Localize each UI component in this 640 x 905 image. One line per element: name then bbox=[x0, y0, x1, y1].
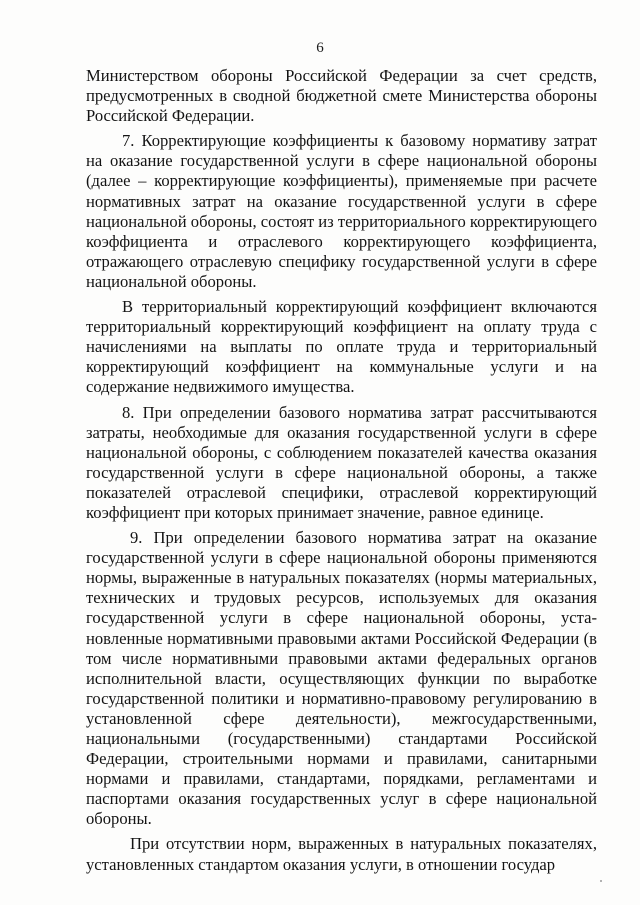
paragraph-item-9: 9. При определении базового норматива затрат на оказание государственной услуги в сфере национальной обороны применяются нормы, выраженные в натуральных показателях (нормы материальных, технических и трудовых ресурсов, используемых для оказания государственной услуги в сфере национальной обороны, установленные нормативными правовыми актами Российской Федерации (в том числе нормативными правовыми актами федеральных органов исполнительной власти, осуществляющих функции по выработке государственной политики и нормативно-правовому регулированию в установленной сфере деятельности), межгосударственными, национальными (государственными) стандартами Российской Федерации, строительными нормами и правилами, санитарными нормами и правилами, стандартами, порядками, регламентами и паспортами оказания государственных услуг в сфере национальной обороны. bbox=[86, 528, 597, 829]
paragraph-absence-of-norms: При отсутствии норм, выраженных в натуральных показателях, установленных стандартом оказания услуги, в отношении государ bbox=[86, 834, 597, 874]
paragraph-continuation: Министерством обороны Российской Федерации за счет средств, предусмотренных в сводной бюджетной смете Министерства обороны Российской Федерации. bbox=[86, 66, 597, 126]
scan-speck bbox=[600, 880, 602, 882]
paragraph-item-8: 8. При определении базового норматива затрат рассчитываются затраты, необходимые для оказания государственной услуги в сфере национальной обороны, с соблюдением показателей качества оказания государственной услуги в сфере национальной обороны, а также показателей отраслевой специфики, отраслевой корректирующий коэффициент при которых принимает значение, равное единице. bbox=[86, 402, 597, 522]
paragraph-item-7: 7. Корректирующие коэффициенты к базовому нормативу затрат на оказание государственной услуги в сфере национальной обороны (далее – корректирующие коэффициенты), применяемые при расчете нормативных затрат на оказание государственной услуги в сфере национальной обороны, состоят из территориального корректирующего коэффициента и отраслевого корректирующего коэффициента, отражающего отраслевую специфику государственной услуги в сфере национальной обороны. bbox=[86, 131, 597, 291]
page-number: 6 bbox=[316, 40, 324, 56]
paragraph-territorial-coefficient: В территориальный корректирующий коэффициент включаются территориальный корректирующий коэффициент на оплату труда с начислениями на выплаты по оплате труда и территориальный корректирующий коэффициент на коммунальные услуги и на содержание недвижимого имущества. bbox=[86, 297, 597, 397]
document-body bbox=[86, 66, 597, 875]
